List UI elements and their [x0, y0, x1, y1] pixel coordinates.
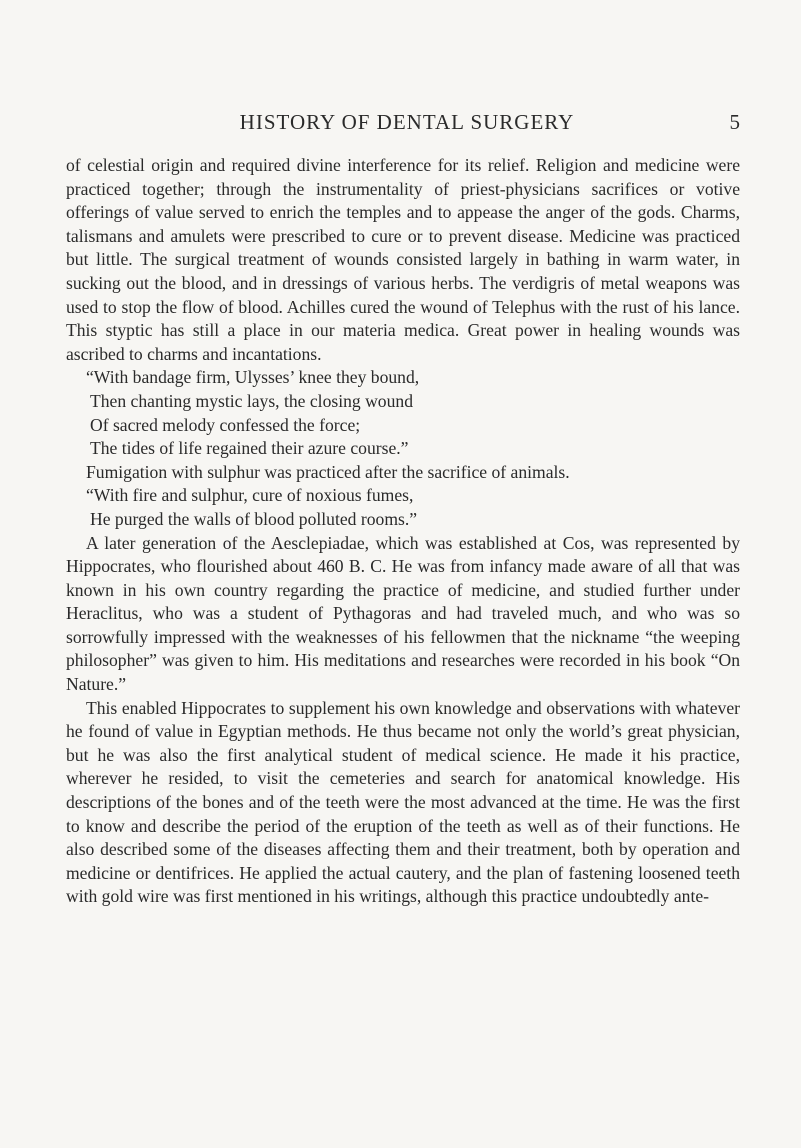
page-number: 5 [729, 110, 740, 134]
verse-1-line-3: Of sacred melody confessed the force; [90, 414, 361, 435]
paragraph-2: Fumigation with sulphur was practiced after the sacrifice of animals. [86, 461, 570, 482]
verse-1-line-1: “With bandage firm, Ulysses’ knee they bound, [86, 367, 420, 388]
verse-2-line-1: “With fire and sulphur, cure of noxious fumes, [86, 485, 414, 506]
verse-2-line-2: He purged the walls of blood polluted rooms.” [90, 508, 418, 529]
running-title: HISTORY OF DENTAL SURGERY [239, 110, 575, 134]
book-page [66, 110, 740, 909]
verse-2 [66, 484, 740, 531]
paragraph-3: A later generation of the Aesclepiadae, which was established at Cos, was represented by Hippocrates, who flourished about 460 B. C. He was from infancy made aware of all that was known in his own country regarding the practice of medicine, and studied further under Heraclitus, who was a student of Pythagoras and had traveled much, and who was so sorrowfully impressed with the weaknesses of his fellowmen that the nickname “the weeping philosopher” was given to him. His meditations and researches were recorded in his book “On Nature.” [66, 532, 740, 695]
paragraph-1: of celestial origin and required divine interference for its relief. Religion and medicine were practiced together; through the instrumentality of priest-physicians sacrifices or votive offerings of value served to enrich the temples and to appease the anger of the gods. Charms, talismans and amulets were prescribed to cure or to prevent disease. Medicine was practiced but little. The surgical treatment of wounds consisted largely in bathing in warm water, in sucking out the blood, and in dressings of various herbs. The verdigris of metal weapons was used to stop the flow of blood. Achilles cured the wound of Telephus with the rust of his lance. This styptic has still a place in our materia medica. Great power in healing wounds was ascribed to charms and incantations. [66, 155, 740, 364]
verse-1-line-2: Then chanting mystic lays, the closing wound [90, 390, 413, 411]
verse-1-line-4: The tides of life regained their azure course.” [90, 438, 409, 459]
page-header [66, 110, 740, 140]
verse-1 [66, 366, 740, 460]
paragraph-4: This enabled Hippocrates to supplement his own knowledge and observations with whatever he found of value in Egyptian methods. He thus became not only the world’s great physician, but he was also the first analytical student of medical science. He made it his practice, wherever he resided, to visit the cemeteries and search for anatomical knowledge. His descriptions of the bones and of the teeth were the most advanced at the time. He was the first to know and describe the period of the eruption of the teeth as well as of their functions. He also described some of the diseases affecting them and their treatment, both by operation and medicine or dentifrices. He applied the actual cautery, and the plan of fastening loosened teeth with gold wire was first mentioned in his writings, although this practice undoubtedly ante- [66, 697, 740, 907]
